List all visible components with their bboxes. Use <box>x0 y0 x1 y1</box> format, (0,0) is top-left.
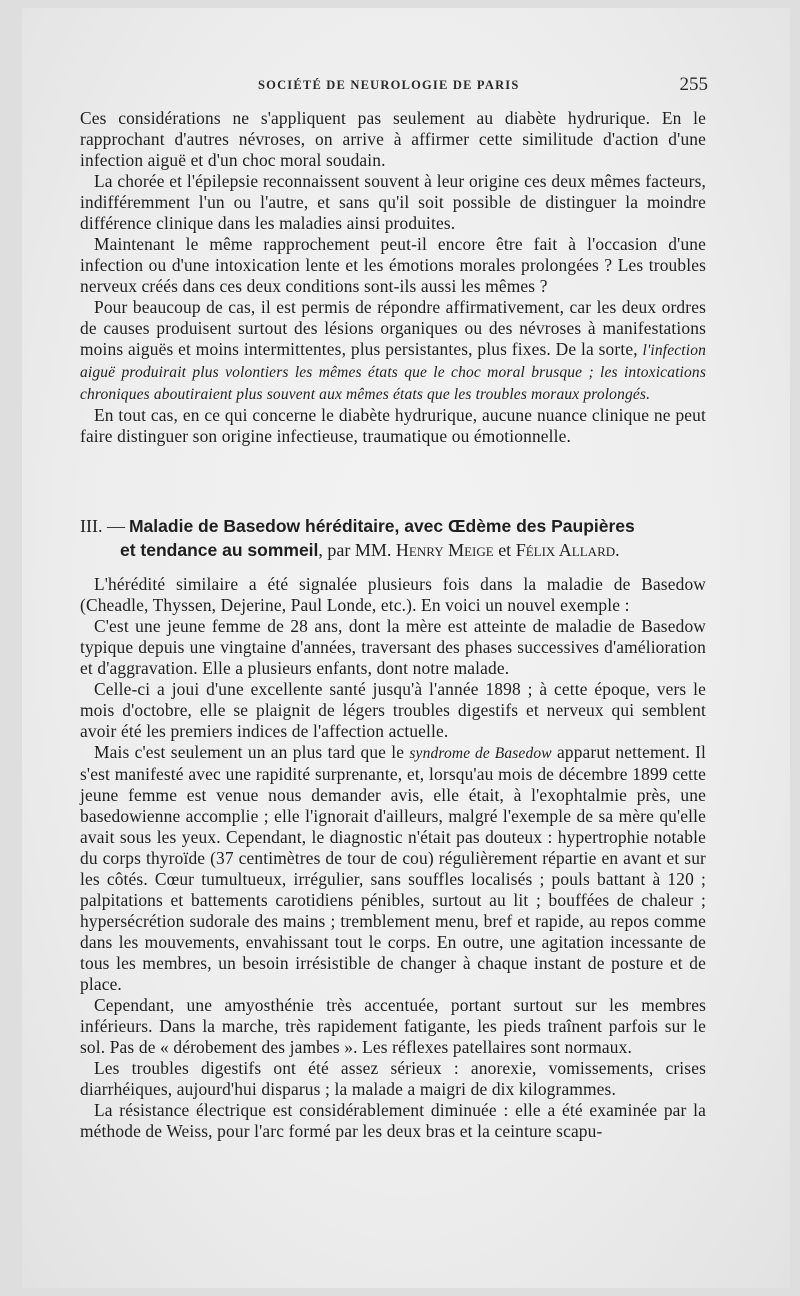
paragraph: Celle-ci a joui d'une excellente santé jusqu'à l'année 1898 ; à cette époque, vers le mois d'octobre, elle se plaignit de légers troubles digestifs et nerveux qui semblent avoir été les premiers indices de l'affection actuelle. <box>80 679 706 741</box>
paragraph: Maintenant le même rapprochement peut-il encore être fait à l'occasion d'une infection ou d'une intoxication lente et les émotions morales prolongées ? Les troubles nerveux créés dans ces deux conditions sont-ils aussi les mêmes ? <box>80 234 706 296</box>
section-b-text <box>80 574 706 1142</box>
paragraph: C'est une jeune femme de 28 ans, dont la mère est atteinte de maladie de Basedow typique depuis une vingtaine d'années, traversant des phases successives d'amélioration et d'aggravation. Elle a plusieurs enfants, dont notre malade. <box>80 616 706 678</box>
paragraph: L'hérédité similaire a été signalée plusieurs fois dans la maladie de Basedow (Cheadle, Thyssen, Dejerine, Paul Londe, etc.). En voici un nouvel exemple : <box>80 574 706 615</box>
paragraph: Cependant, une amyosthénie très accentuée, portant surtout sur les membres inférieurs. Dans la marche, très rapidement fatigante, les pieds traînent parfois sur le sol. Pas de « dérobement des jambes ». Les réflexes patellaires sont normaux. <box>80 995 706 1057</box>
paragraph-text: apparut nettement. Il s'est manifesté avec une rapidité surprenante, et, lorsqu'au mois de décembre 1899 cette jeune femme est venue nous demander avis, elle était, à l'exophtalmie près, une basedowienne accomplie ; elle l'ignorait d'ailleurs, malgré l'exemple de sa mère qu'elle avait sous les yeux. Cependant, le diagnostic n'était pas douteux : hypertrophie notable du corps thyroïde (37 centimètres de tour de cou) régulièrement répartie en avant et sur les côtés. Cœur tumultueux, irrégulier, sans souffles localisés ; pouls battant à 120 ; palpitations et battements carotidiens pénibles, surtout au lit ; bouffées de chaleur ; hypersécrétion sudorale des mains ; tremblement menu, bref et rapide, au repos comme dans les mouvements, envahissant tout le corps. En outre, une agitation incessante de tous les membres, un besoin irrésistible de changer à chaque instant de posture et de place. <box>80 742 706 994</box>
paragraph: La chorée et l'épilepsie reconnaissent souvent à leur origine ces deux mêmes facteurs, indifféremment l'un ou l'autre, et sans qu'il soit possible de distinguer la moindre différence clinique dans les maladies ainsi produites. <box>80 171 706 233</box>
paragraph: Les troubles digestifs ont été assez sérieux : anorexie, vomissements, crises diarrhéiques, aujourd'hui disparus ; la malade a maigri de dix kilogrammes. <box>80 1058 706 1099</box>
paragraph <box>80 742 706 995</box>
author-1: Henry Meige <box>395 540 494 560</box>
paragraph: La résistance électrique est considérablement diminuée : elle a été examinée par la méthode de Weiss, pour l'arc formé par les deux bras et la ceinture scapu- <box>80 1100 706 1141</box>
heading-by: , par MM. <box>318 540 396 560</box>
paragraph: Ces considérations ne s'appliquent pas seulement au diabète hydrurique. En le rapprochant d'autres névroses, on arrive à affirmer cette similitude d'action d'une infection aiguë et d'un choc moral soudain. <box>80 108 706 170</box>
heading-end: . <box>615 540 620 560</box>
running-header <box>80 74 708 98</box>
section-heading <box>80 514 706 562</box>
section-a-text <box>80 108 706 447</box>
heading-line2 <box>80 538 706 562</box>
italic-conclusion: l'infection aiguë produirait plus volontiers les mêmes états que le choc moral brusque ; les intoxications chroniques aboutiraient plus souvent aux mêmes états que les troubles moraux prolongés. <box>80 342 706 403</box>
page-number: 255 <box>679 74 708 95</box>
paragraph: En tout cas, en ce qui concerne le diabète hydrurique, aucune nuance clinique ne peut faire distinguer son origine infectieuse, traumatique ou émotionnelle. <box>80 405 706 446</box>
section-title-line2: et tendance au sommeil <box>120 540 319 560</box>
running-title: SOCIÉTÉ DE NEUROLOGIE DE PARIS <box>258 78 520 92</box>
paragraph-text: Pour beaucoup de cas, il est permis de répondre affirmativement, car les deux ordres de causes produisent surtout des lésions organiques ou des névroses à manifestations moins aiguës et moins intermittentes, plus persistantes, plus fixes. De la sorte, <box>80 297 706 359</box>
section-numeral: III. — <box>80 516 125 536</box>
heading-and: et <box>493 540 516 560</box>
section-title-line1: Maladie de Basedow héréditaire, avec Œdème des Paupières <box>128 516 635 536</box>
author-2: Félix Allard <box>515 540 616 560</box>
italic-term: syndrome de Basedow <box>409 745 552 762</box>
paragraph <box>80 297 706 405</box>
paragraph-text: Mais c'est seulement un an plus tard que le <box>94 742 410 762</box>
